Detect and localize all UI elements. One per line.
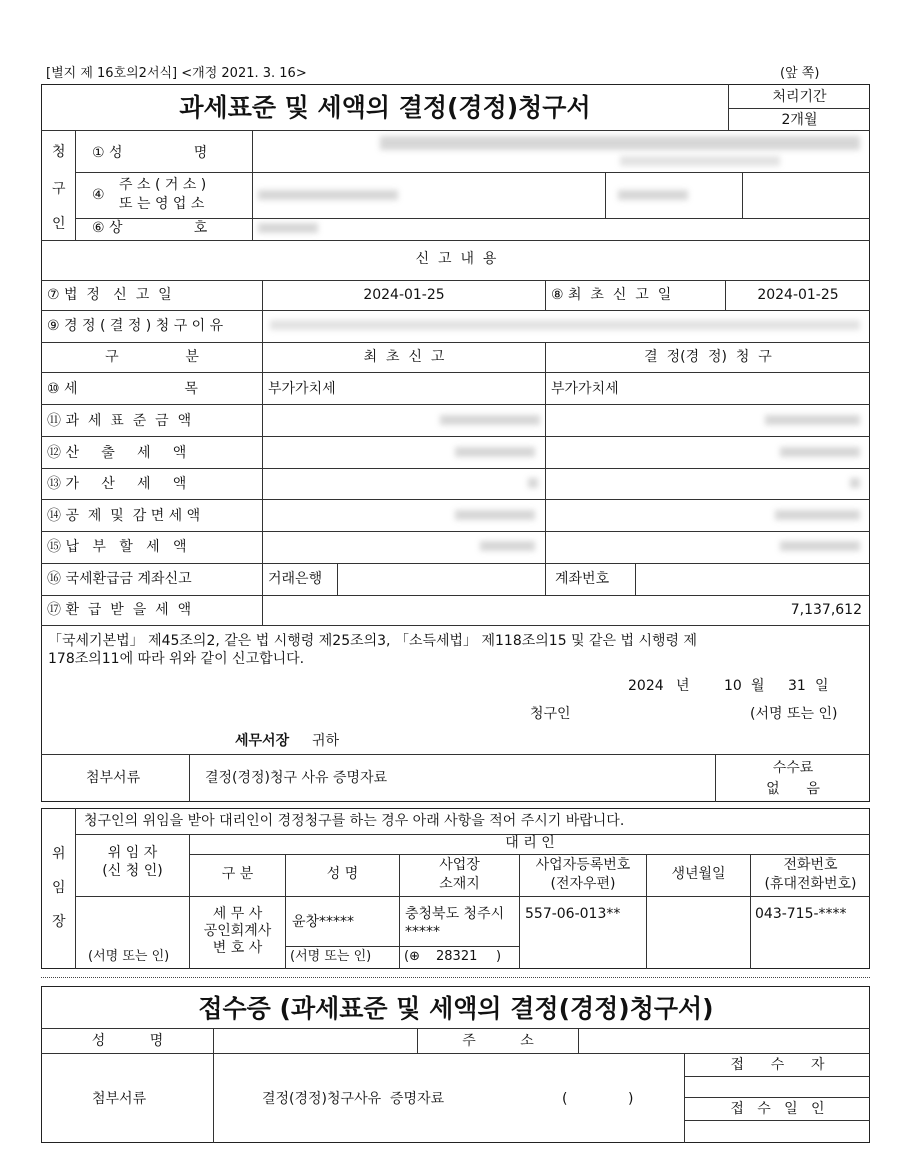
redacted-payable-tax-claim	[780, 541, 860, 551]
agent-name-value: 윤창*****	[292, 914, 355, 930]
redacted-trade-name	[258, 223, 318, 233]
agent-header: 대 리 인	[505, 835, 555, 851]
tax-office-suffix: 귀하	[312, 733, 340, 749]
legal-date-value: 2024-01-25	[363, 287, 445, 303]
col-initial: 최 초 신 고	[363, 349, 445, 365]
decl-month: 10	[724, 678, 742, 694]
receiver-label: 접 수 자	[730, 1057, 825, 1073]
form-id: [별지 제 16호의2서식] <개정 2021. 3. 16>	[46, 66, 307, 81]
tax-item-claim: 부가가치세	[551, 381, 619, 397]
agent-place-1: 충청북도 청주시	[405, 906, 505, 922]
redacted-reason	[270, 320, 860, 330]
fee-label: 수수료	[772, 760, 814, 776]
zip-value: 28321	[436, 949, 478, 964]
col-place-2: 소재지	[439, 876, 480, 892]
tax-item-initial: 부가가치세	[268, 381, 336, 397]
cut-line	[41, 977, 870, 978]
bank-label: ⑯ 국세환급금 계좌신고	[47, 571, 192, 587]
receipt-title: 접수증 (과세표준 및 세액의 결정(경정)청구서)	[198, 994, 714, 1023]
address-label-1: 주 소 ( 거 소 )	[119, 177, 207, 193]
receipt-address-label: 주 소	[462, 1033, 534, 1049]
agent-type-2: 공인회계사	[203, 923, 272, 939]
redacted-tax-base-claim	[765, 415, 860, 425]
redacted-name	[380, 136, 860, 150]
delegation-side-3: 장	[52, 914, 66, 930]
col-phone-1: 전화번호	[783, 857, 838, 873]
col-birth: 생년월일	[671, 866, 726, 882]
address-num: ④	[92, 187, 105, 203]
receipt-attach-value: 결정(경정)청구사유 증명자료	[262, 1091, 445, 1107]
delegator-sign-note: (서명 또는 인)	[88, 949, 170, 964]
redacted-name-extra	[620, 156, 780, 166]
row-penalty-tax-label: ⑬ 가 산 세 액	[47, 476, 187, 492]
claimant-side-3: 인	[52, 216, 66, 232]
col-claim: 결 정(경 정) 청 구	[644, 349, 772, 365]
tax-item-label: ⑩ 세 목	[47, 381, 198, 397]
agent-sign-note: (서명 또는 인)	[290, 949, 372, 964]
legal-date-label: ⑦ 법 정 신 고 일	[47, 287, 172, 303]
redacted-computed-tax-initial	[455, 447, 535, 457]
first-date-label: ⑧ 최 초 신 고 일	[551, 287, 672, 303]
redacted-penalty-tax-initial	[528, 478, 538, 488]
agent-regno-value: 557-06-013**	[525, 906, 621, 922]
declaration-line-1: 「국세기본법」 제45조의2, 같은 법 시행령 제25조의3, 「소득세법」 제118조의15 및 같은 법 시행령 제	[48, 633, 698, 649]
receipt-paren-open: (	[562, 1091, 568, 1107]
name-label: ① 성 명	[92, 145, 208, 161]
page-side: (앞 쪽)	[780, 66, 820, 81]
zip-suffix: )	[496, 949, 502, 964]
delegator-label-1: 위 임 자	[107, 845, 158, 861]
address-label-2: 또 는 영 업 소	[119, 196, 205, 212]
receipt-date-label: 접 수 일 인	[730, 1101, 825, 1117]
decl-year-unit: 년	[676, 678, 690, 694]
col-agent-name: 성 명	[326, 866, 359, 882]
account-label: 계좌번호	[555, 571, 610, 587]
decl-claimant: 청구인	[530, 706, 571, 722]
agent-phone-value: 043-715-****	[755, 906, 847, 922]
processing-period-label: 처리기간	[772, 89, 827, 105]
fee-value: 없 음	[766, 781, 820, 797]
attach-label: 첨부서류	[86, 770, 141, 786]
row-tax-base-label: ⑪ 과 세 표 준 금 액	[47, 413, 192, 429]
tax-office: 세무서장	[235, 733, 290, 749]
bank-name-label: 거래은행	[268, 571, 323, 587]
reason-label: ⑨ 경 정 ( 결 정 ) 청 구 이 유	[47, 318, 224, 334]
redacted-tax-base-initial	[440, 415, 540, 425]
form-title: 과세표준 및 세액의 결정(경정)청구서	[179, 93, 591, 122]
row-deduction-label: ⑭ 공 제 및 감 면 세 액	[47, 508, 201, 524]
decl-month-unit: 월	[751, 678, 765, 694]
receipt-paren-close: )	[628, 1091, 634, 1107]
receipt-name-label: 성 명	[91, 1033, 164, 1049]
agent-place-2: *****	[405, 924, 440, 940]
col-category: 구 분	[105, 349, 199, 365]
agent-type-3: 변 호 사	[212, 940, 263, 956]
decl-sign-note: (서명 또는 인)	[750, 706, 838, 722]
redacted-deduction-initial	[455, 510, 535, 520]
redacted-computed-tax-claim	[780, 447, 860, 457]
redacted-address-extra	[618, 190, 688, 200]
delegation-side-2: 임	[52, 880, 66, 896]
col-agent-type: 구 분	[221, 866, 254, 882]
row-computed-tax-label: ⑫ 산 출 세 액	[47, 445, 187, 461]
first-date-value: 2024-01-25	[757, 287, 839, 303]
trade-label: ⑥ 상 호	[92, 220, 208, 236]
zip-prefix: (⊕	[404, 949, 420, 964]
decl-year: 2024	[628, 678, 664, 694]
decl-day-unit: 일	[815, 678, 829, 694]
delegation-side-1: 위	[52, 846, 66, 862]
col-phone-2: (휴대전화번호)	[764, 876, 857, 892]
agent-type-1: 세 무 사	[212, 906, 263, 922]
col-regno-2: (전자우편)	[550, 876, 616, 892]
redacted-address	[258, 190, 398, 200]
col-place-1: 사업장	[439, 857, 480, 873]
report-section-title: 신 고 내 용	[415, 251, 497, 267]
receipt-attach-label: 첨부서류	[92, 1091, 147, 1107]
attach-value: 결정(경정)청구 사유 증명자료	[205, 770, 388, 786]
refund-value: 7,137,612	[790, 602, 862, 618]
delegator-label-2: (신 청 인)	[102, 863, 163, 879]
declaration-line-2: 178조의11에 따라 위와 같이 신고합니다.	[48, 651, 305, 667]
delegation-notice: 청구인의 위임을 받아 대리인이 경정청구를 하는 경우 아래 사항을 적어 주시기 바랍니다.	[84, 813, 625, 829]
redacted-deduction-claim	[775, 510, 860, 520]
redacted-penalty-tax-claim	[850, 478, 860, 488]
redacted-payable-tax-initial	[480, 541, 535, 551]
claimant-side-2: 구	[52, 181, 66, 197]
decl-day: 31	[788, 678, 806, 694]
col-regno-1: 사업자등록번호	[535, 857, 631, 873]
refund-label: ⑰ 환 급 받 을 세 액	[47, 602, 192, 618]
row-payable-tax-label: ⑮ 납 부 할 세 액	[47, 539, 187, 555]
claimant-side-1: 청	[52, 144, 66, 160]
processing-period-value: 2개월	[781, 112, 818, 128]
